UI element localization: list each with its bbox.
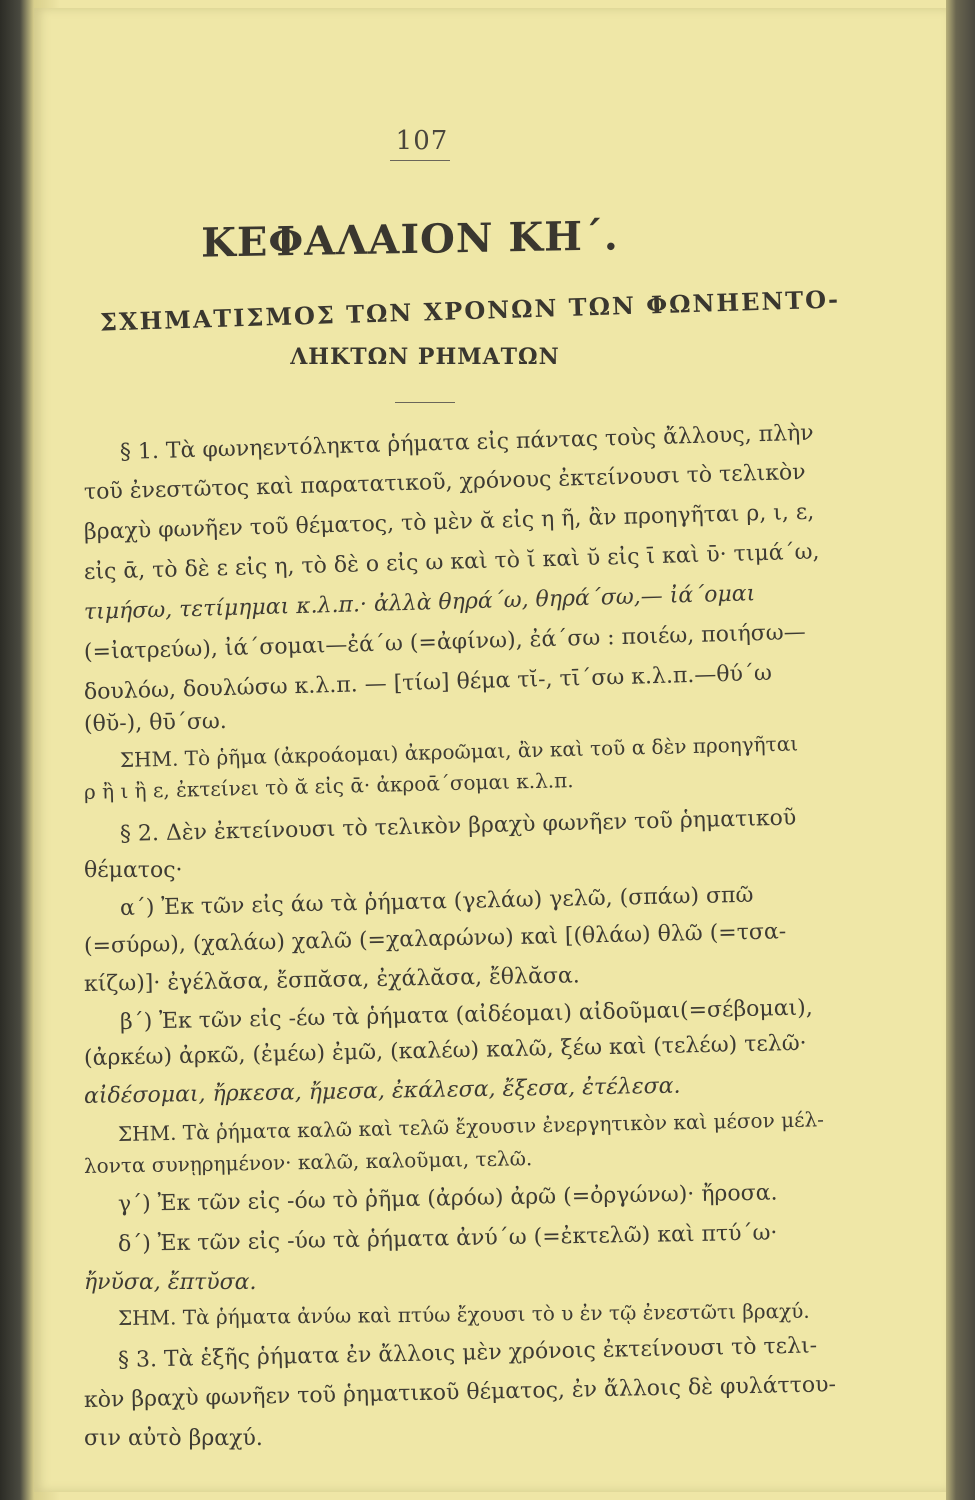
text-line: α΄) Ἐκ τῶν εἰς άω τὰ ῥήματα (γελάω) γελῶ, (σπάω) σπῶ: [119, 882, 754, 921]
text-line: τιμήσω, τετίμημαι κ.λ.π.· ἀλλὰ θηρά΄ω, θηρά΄σω,— ἰά΄ομαι: [83, 581, 756, 625]
text-line: β΄) Ἐκ τῶν εἰς -έω τὰ ῥήματα (αἰδέομαι) αἰδοῦμαι(=σέβομαι),: [119, 995, 814, 1035]
note-line: ΣΗΜ. Τὸ ῥῆμα (ἀκροάομαι) ἀκροῶμαι, ἂν καὶ τοῦ α δὲν προηγῆται: [119, 731, 799, 772]
text-line: κίζω)]· ἐγέλᾰσα, ἔσπᾰσα, ἐχάλᾰσα, ἔθλᾰσα.: [83, 963, 580, 997]
text-line: εἰς ᾱ, τὸ δὲ ε εἰς η, τὸ δὲ ο εἰς ω καὶ τὸ ῐ καὶ ῠ εἰς ῑ καὶ ῡ· τιμά΄ω,: [83, 539, 820, 585]
page-edge: [946, 0, 975, 1500]
text-line: (ἀρκέω) ἀρκῶ, (ἐμέω) ἐμῶ, (καλέω) καλῶ, ξέω καὶ (τελέω) τελῶ·: [83, 1030, 807, 1071]
text-line: κὸν βραχὺ φωνῆεν τοῦ ῥηματικοῦ θέματος, ἐν ἄλλοις δὲ φυλάττου-: [83, 1372, 837, 1413]
text-line: αἰδέσομαι, ἤρκεσα, ἤμεσα, ἐκάλεσα, ἔξεσα, ἐτέλεσα.: [83, 1073, 681, 1109]
text-line: ἤνῠσα, ἔπτῠσα.: [84, 1270, 257, 1295]
text-line: δ΄) Ἐκ τῶν εἰς -ύω τὰ ῥήματα ἀνύ΄ω (=ἐκτελῶ) καὶ πτύ΄ω·: [117, 1220, 778, 1257]
note-line: ΣΗΜ. Τὰ ῥήματα καλῶ καὶ τελῶ ἔχουσιν ἐνεργητικὸν καὶ μέσον μέλ-: [117, 1107, 825, 1146]
page-number: 107: [395, 126, 449, 156]
text-line: § 2. Δὲν ἐκτείνουσι τὸ τελικὸν βραχὺ φωνῆεν τοῦ ῥηματικοῦ: [119, 805, 797, 847]
text-line: (=ἰατρεύω), ἰά΄σομαι—ἐά΄ω (=ἀφίνω), ἐά΄σω : ποιέω, ποιήσω—: [83, 619, 807, 665]
section-subtitle: ΛΗΚΤΩΝ ΡΗΜΑΤΩΝ: [290, 344, 560, 370]
chapter-title: ΚΕΦΑΛΑΙΟΝ ΚΗ΄.: [201, 212, 619, 267]
text-line: § 1. Τὰ φωνηεντόληκτα ῥήματα εἰς πάντας τοὺς ἄλλους, πλὴν: [119, 420, 814, 465]
text-line: θέματος·: [84, 858, 183, 883]
note-line: ΣΗΜ. Τὰ ῥήματα ἀνύω καὶ πτύω ἔχουσι τὸ υ ἐν τῷ ἐνεστῶτι βραχύ.: [117, 1298, 810, 1330]
page-number-rule: [390, 160, 450, 161]
text-line: σιν αὐτὸ βραχύ.: [84, 1426, 263, 1451]
text-line: τοῦ ἐνεστῶτος καὶ παρατατικοῦ, χρόνους ἐκτείνουσι τὸ τελικὸν: [83, 459, 806, 505]
text-line: δουλόω, δουλώσω κ.λ.π. — [τίω] θέμα τῐ-, τῑ΄σω κ.λ.π.—θύ΄ω: [83, 660, 773, 705]
note-line: λοντα συνῃρημένον· καλῶ, καλοῦμαι, τελῶ.: [83, 1146, 533, 1178]
text-line: βραχὺ φωνῆεν τοῦ θέματος, τὸ μὲν ᾰ εἰς η ῆ, ἂν προηγῆται ρ, ι, ε,: [83, 499, 815, 545]
text-line: (=σύρω), (χαλάω) χαλῶ (=χαλαρώνω) καὶ [(θλάω) θλῶ (=τσα-: [83, 919, 787, 959]
text-line: § 3. Τὰ ἑξῆς ῥήματα ἐν ἄλλοις μὲν χρόνοις ἐκτείνουσι τὸ τελι-: [117, 1333, 818, 1373]
title-rule: [395, 402, 455, 403]
note-line: ρ ἢ ι ἢ ε, ἐκτείνει τὸ ᾰ εἰς ᾱ· ἀκροᾱ΄σομαι κ.λ.π.: [83, 768, 574, 804]
section-title: ΣΧΗΜΑΤΙΣΜΟΣ ΤΩΝ ΧΡΟΝΩΝ ΤΩΝ ΦΩΝΗΕΝΤΟ-: [99, 284, 841, 337]
text-line: γ΄) Ἐκ τῶν εἰς -όω τὸ ῥῆμα (ἀρόω) ἀρῶ (=ὀργώνω)· ἤροσα.: [117, 1180, 778, 1217]
text-line: (θῠ-), θῡ΄σω.: [83, 709, 228, 737]
